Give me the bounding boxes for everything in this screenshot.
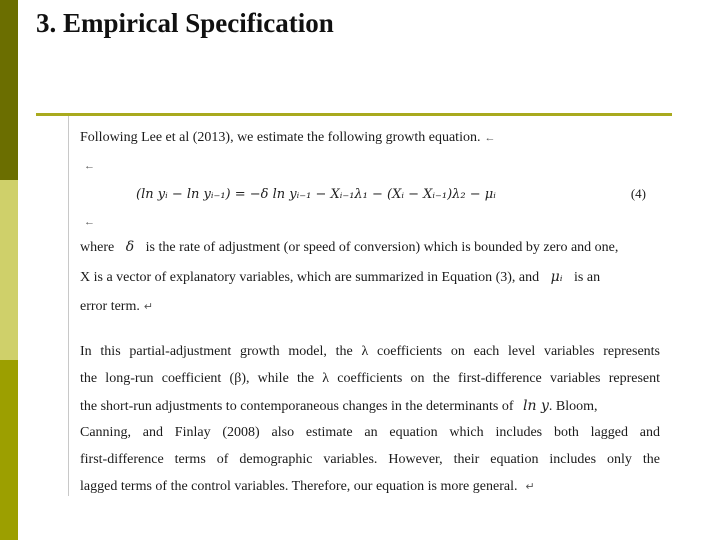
arrow-mark-icon: ← [84, 160, 95, 172]
empty-line-mark [80, 158, 95, 174]
growth-equation [136, 186, 646, 202]
where-line [80, 239, 618, 256]
mu-symbol: μᵢ [550, 269, 563, 285]
error-term-line [80, 299, 153, 315]
return-mark-icon: ↵ [143, 301, 154, 313]
slide-title: 3. Empirical Specification [36, 8, 334, 38]
paragraph-line-3 [80, 398, 660, 415]
arrow-mark-icon: ← [84, 216, 95, 228]
accent-bar-middle [0, 180, 18, 360]
paragraph-line-6 [80, 479, 535, 495]
error-term-text: error term. [80, 299, 140, 314]
where-text: where [80, 240, 115, 255]
delta-definition: is the rate of adjustment (or speed of conversion) which is bounded by zero and one, [145, 240, 619, 255]
arrow-mark-icon: ← [484, 132, 496, 144]
paragraph-line-1: In this partial-adjustment growth model, the λ coefficients on each level variables represents [80, 344, 660, 359]
empty-line-mark-2 [80, 214, 95, 230]
x-definition-line [80, 269, 600, 286]
paragraph-line-3-end: . Bloom, [548, 399, 598, 414]
paragraph-line-2: the long-run coefficient (β), while the λ coefficients on the first-difference variables represent [80, 371, 660, 386]
paragraph-line-3-text: the short-run adjustments to contemporaneous changes in the determinants of [80, 399, 514, 414]
delta-symbol: δ [125, 239, 135, 255]
equation-number: (4) [630, 186, 646, 201]
mu-definition: is an [574, 270, 601, 285]
accent-bar-top [0, 0, 18, 180]
intro-line [80, 130, 495, 146]
x-definition: X is a vector of explanatory variables, which are summarized in Equation (3), and [80, 270, 540, 285]
equation-text: (ln yᵢ − ln yᵢ₋₁) = −δ ln yᵢ₋₁ − Xᵢ₋₁λ₁ − (Xᵢ − Xᵢ₋₁)λ₂ − μᵢ [136, 187, 496, 202]
paragraph-line-4: Canning, and Finlay (2008) also estimate an equation which includes both lagged and [80, 425, 660, 440]
ln-y-symbol: ln y [523, 398, 549, 414]
paragraph-line-6-text: lagged terms of the control variables. Therefore, our equation is more general. [80, 479, 518, 494]
intro-text: Following Lee et al (2013), we estimate the following growth equation. [80, 130, 481, 145]
return-mark-icon: ↵ [525, 481, 535, 493]
accent-bar-bottom [0, 360, 18, 540]
paragraph-line-5: first-difference terms of demographic variables. However, their equation includes only the [80, 452, 660, 467]
